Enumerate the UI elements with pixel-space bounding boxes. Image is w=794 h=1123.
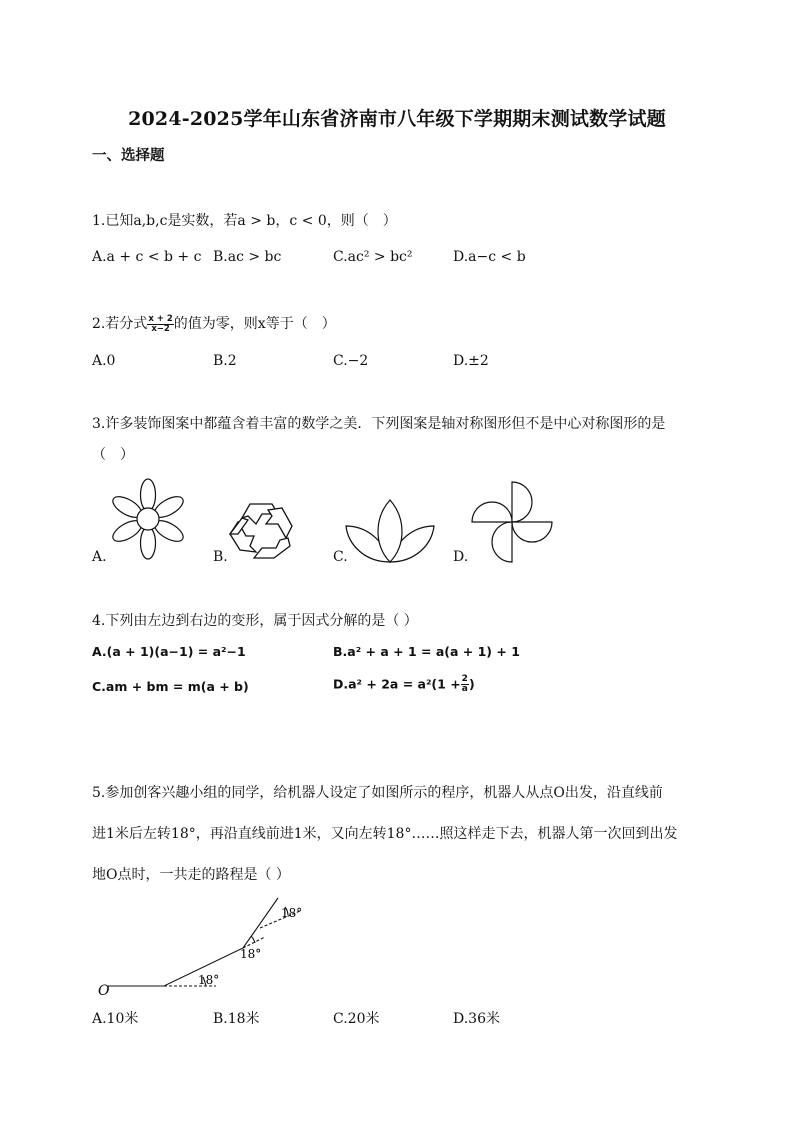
section-heading: 一、选择题 [92, 147, 165, 164]
q4-stem: 4.下列由左边到右边的变形，属于因式分解的是（ ） [92, 613, 418, 629]
q5-option-a[interactable]: A.10米 [92, 1011, 139, 1027]
q4-option-a[interactable] [92, 644, 246, 660]
q5-stem-line2: 进1米后左转18°，再沿直线前进1米，又向左转18°……照这样走下去，机器人第一次回到出发 [92, 826, 678, 842]
angle-label-2: 18° [240, 947, 262, 961]
q2-option-c[interactable]: C.−2 [333, 353, 369, 369]
q5-option-c[interactable]: C.20米 [333, 1011, 380, 1027]
q2-fraction-denominator: x−2 [151, 323, 170, 334]
angle-label-1: 18° [198, 973, 220, 987]
q2-option-d[interactable]: D.±2 [453, 353, 489, 369]
origin-label: O [98, 983, 110, 999]
q1-option-d[interactable]: D.a−c < b [453, 249, 526, 265]
q4-option-d-pre: D.a² + 2a = a²(1 + [333, 676, 461, 692]
q4-option-d-post: ) [468, 676, 475, 692]
q1-option-b[interactable]: B.ac > bc [213, 249, 282, 265]
q5-option-d[interactable]: D.36米 [453, 1011, 500, 1027]
q4-option-c[interactable] [92, 679, 249, 695]
q4-option-d-fraction [461, 675, 469, 694]
page-title: 2024-2025学年山东省济南市八年级下学期期末测试数学试题 [128, 108, 666, 130]
q2-option-a[interactable]: A.0 [92, 353, 116, 369]
robot-path-figure [90, 893, 320, 1003]
q3-option-b-label[interactable]: B. [213, 549, 228, 565]
q1-option-c[interactable]: C.ac² > bc² [333, 249, 413, 265]
q5-option-b[interactable]: B.18米 [213, 1011, 260, 1027]
flower-six-petals-figure[interactable] [107, 476, 189, 568]
q4-option-b-text: B.a² + a + 1 = a(a + 1) + 1 [333, 644, 520, 659]
q3-stem-line2: （ ） [92, 447, 134, 463]
q5-stem-line1: 5.参加创客兴趣小组的同学，给机器人设定了如图所示的程序，机器人从点O出发，沿直线前 [92, 785, 663, 801]
q3-stem-line1: 3.许多装饰图案中都蕴含着丰富的数学之美．下列图案是轴对称图形但不是中心对称图形的是 [92, 416, 666, 432]
q2-fraction [147, 315, 173, 334]
recycle-arrows-figure[interactable] [226, 494, 306, 564]
q1-option-a[interactable]: A.a + c < b + c [92, 249, 202, 265]
q4-option-d[interactable] [333, 675, 475, 694]
q2-stem [92, 313, 336, 334]
q2-option-b[interactable]: B.2 [213, 353, 237, 369]
q4-option-a-text: A.(a + 1)(a−1) = a²−1 [92, 644, 246, 659]
q4-option-d-numerator: 2 [461, 674, 468, 684]
q3-option-d-label[interactable]: D. [453, 549, 469, 565]
q3-option-c-label[interactable]: C. [333, 549, 348, 565]
q2-stem-pre: 2.若分式 [92, 316, 148, 332]
q2-stem-post: 的值为零，则x等于（ ） [173, 316, 336, 332]
q4-option-d-denominator: a [461, 684, 468, 694]
q5-stem-line3: 地O点时，一共走的路程是（ ） [92, 867, 290, 883]
q1-stem: 1.已知a,b,c是实数，若a > b，c < 0，则（ ） [92, 213, 397, 229]
pinwheel-figure[interactable] [466, 478, 558, 568]
angle-label-3: 18° [281, 906, 303, 920]
q2-fraction-numerator: x + 2 [148, 313, 173, 324]
q3-option-a-label[interactable]: A. [92, 549, 107, 565]
q4-option-b[interactable] [333, 644, 520, 660]
q4-option-c-text: C.am + bm = m(a + b) [92, 679, 249, 694]
lotus-three-petals-figure[interactable] [344, 496, 436, 566]
